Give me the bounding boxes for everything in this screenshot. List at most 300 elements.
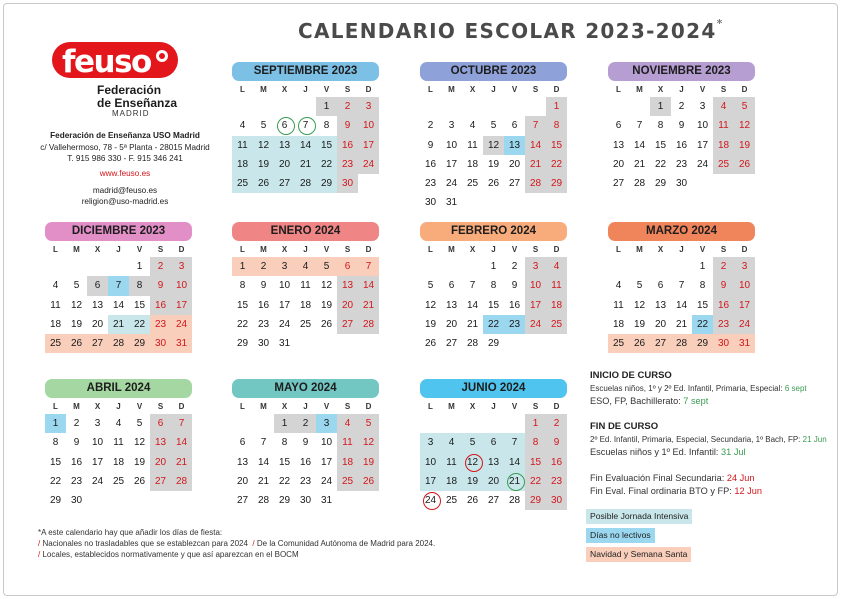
- empty-cell: [253, 97, 274, 116]
- day-cell: 20: [483, 472, 504, 491]
- empty-cell: [420, 257, 441, 276]
- day-cell: 8: [281, 437, 288, 449]
- month-title: DICIEMBRE 2023: [45, 222, 192, 241]
- weekday-label: M: [73, 402, 80, 411]
- day-cell: 20: [337, 296, 358, 315]
- day-cell: 15: [133, 299, 146, 311]
- weekday-label: X: [281, 402, 288, 411]
- day-cell: 10: [91, 437, 104, 449]
- day-cell: 29: [129, 334, 150, 353]
- day-cell: 16: [424, 158, 437, 170]
- weekday-label: L: [240, 402, 245, 411]
- day-cell: 26: [487, 178, 500, 190]
- month-5: [420, 222, 567, 353]
- weekday-label: D: [741, 245, 748, 254]
- day-cell: 17: [320, 456, 333, 468]
- day-cell: 26: [66, 334, 87, 353]
- weekday-label: V: [699, 245, 706, 254]
- day-cell: 29: [525, 491, 546, 510]
- day-cell: 12: [70, 299, 83, 311]
- day-cell: 4: [115, 418, 122, 429]
- legend-jornada-intensiva: Posible Jornada Intensiva: [586, 509, 692, 524]
- day-cell: 1: [316, 97, 337, 116]
- day-cell: 17: [278, 299, 291, 311]
- day-cell: 9: [511, 280, 518, 292]
- day-cell: 10: [171, 276, 192, 295]
- day-cell: 18: [546, 296, 567, 315]
- empty-cell: [295, 97, 316, 116]
- month-title: OCTUBRE 2023: [420, 62, 567, 81]
- weekday-header: [420, 242, 567, 257]
- weekday-header: [45, 242, 192, 257]
- day-cell: 25: [337, 472, 358, 491]
- day-cell: 12: [133, 437, 146, 449]
- day-grid: [608, 97, 755, 193]
- weekday-label: M: [260, 245, 267, 254]
- day-cell: 30: [713, 334, 734, 353]
- day-cell: 31: [171, 334, 192, 353]
- day-cell: 18: [441, 472, 462, 491]
- day-cell: 1: [45, 414, 66, 433]
- org-email-religion-link[interactable]: religion@uso-madrid.es: [81, 197, 169, 206]
- day-cell: 7: [358, 257, 379, 276]
- weekday-label: L: [616, 245, 621, 254]
- weekday-label: L: [240, 85, 245, 94]
- day-cell: 3: [358, 97, 379, 116]
- day-cell: 6: [337, 257, 358, 276]
- day-cell: 20: [508, 158, 521, 170]
- weekday-label: M: [448, 245, 455, 254]
- weekday-label: M: [448, 85, 455, 94]
- day-cell: 5: [462, 433, 483, 452]
- day-cell: 25: [608, 334, 629, 353]
- day-cell: 1: [650, 97, 671, 116]
- day-cell: 18: [612, 318, 625, 330]
- day-cell: 5: [260, 120, 267, 132]
- day-grid: [45, 257, 192, 353]
- weekday-label: S: [532, 245, 539, 254]
- weekday-label: M: [260, 402, 267, 411]
- day-cell: 10: [445, 139, 458, 151]
- day-cell: 20: [236, 475, 249, 487]
- day-cell: 22: [525, 472, 546, 491]
- day-cell: 29: [546, 174, 567, 193]
- weekday-label: X: [94, 245, 101, 254]
- day-cell: 29: [236, 338, 249, 350]
- day-cell: 14: [257, 456, 270, 468]
- weekday-label: M: [260, 85, 267, 94]
- empty-cell: [462, 257, 483, 276]
- footnote-line1: / Nacionales no trasladables que se establezcan para 2024 / De la Comunidad Autónoma de Madrid para 2024.: [38, 539, 436, 548]
- weekday-label: D: [553, 85, 560, 94]
- month-title: MARZO 2024: [608, 222, 755, 241]
- day-cell: 28: [671, 334, 692, 353]
- weekday-label: X: [657, 85, 664, 94]
- weekday-label: M: [636, 85, 643, 94]
- day-cell: 3: [525, 257, 546, 276]
- day-cell: 30: [299, 495, 312, 507]
- day-cell: 15: [236, 299, 249, 311]
- day-cell: 4: [546, 257, 567, 276]
- day-cell: 19: [358, 453, 379, 472]
- legend-navidad-semana-santa: Navidad y Semana Santa: [586, 547, 691, 562]
- day-cell: 16: [546, 453, 567, 472]
- weekday-header: [420, 399, 567, 414]
- empty-cell: [608, 257, 629, 276]
- day-cell: 18: [232, 155, 253, 174]
- day-cell: 8: [323, 120, 330, 132]
- day-cell: 15: [525, 453, 546, 472]
- weekday-label: V: [323, 402, 330, 411]
- day-cell: 17: [91, 456, 104, 468]
- empty-cell: [441, 97, 462, 116]
- weekday-label: J: [679, 85, 684, 94]
- fin-curso-line1: 2º Ed. Infantil, Primaria, Especial, Secundaria, 1º Bach, FP: 21 Jun: [590, 435, 827, 444]
- weekday-label: L: [428, 402, 433, 411]
- day-cell: 30: [546, 491, 567, 510]
- day-grid: [232, 97, 379, 193]
- day-cell: 28: [466, 338, 479, 350]
- day-cell: 25: [713, 155, 734, 174]
- day-cell: 11: [113, 437, 124, 449]
- day-cell: 3: [274, 257, 295, 276]
- day-cell: 11: [467, 139, 478, 151]
- day-cell: 6: [657, 280, 664, 292]
- day-cell: 3: [316, 414, 337, 433]
- day-cell: 15: [316, 136, 337, 155]
- day-cell: 18: [112, 456, 125, 468]
- day-cell: 27: [445, 338, 458, 350]
- day-cell: 8: [129, 276, 150, 295]
- org-name-line3: MADRID: [112, 109, 150, 118]
- day-cell: 7: [171, 414, 192, 433]
- day-cell: 23: [150, 315, 171, 334]
- day-cell: 16: [713, 296, 734, 315]
- empty-cell: [462, 97, 483, 116]
- day-cell: 31: [445, 197, 458, 209]
- day-cell: 28: [633, 178, 646, 190]
- day-cell: 21: [295, 155, 316, 174]
- day-cell: 6: [150, 414, 171, 433]
- weekday-label: D: [178, 245, 185, 254]
- day-cell: 22: [129, 315, 150, 334]
- day-cell: 4: [713, 97, 734, 116]
- empty-cell: [420, 414, 441, 433]
- month-title: JUNIO 2024: [420, 379, 567, 398]
- empty-cell: [504, 97, 525, 116]
- weekday-label: D: [365, 245, 372, 254]
- month-3: [45, 222, 192, 353]
- day-cell: 27: [650, 334, 671, 353]
- day-cell: 24: [696, 158, 709, 170]
- day-cell: 26: [734, 155, 755, 174]
- day-cell: 1: [546, 97, 567, 116]
- day-cell: 9: [678, 120, 685, 132]
- day-cell: 13: [337, 276, 358, 295]
- day-cell: 2: [546, 414, 567, 433]
- day-cell: 24: [734, 315, 755, 334]
- day-cell: 16: [299, 456, 312, 468]
- day-cell: 28: [171, 472, 192, 491]
- day-cell: 19: [487, 158, 500, 170]
- day-cell: 8: [490, 280, 497, 292]
- page-title: CALENDARIO ESCOLAR 2023-2024*: [298, 17, 724, 43]
- day-cell: 9: [427, 139, 434, 151]
- weekday-label: D: [365, 85, 372, 94]
- day-cell: 21: [633, 158, 646, 170]
- day-cell: 30: [70, 495, 83, 507]
- day-cell: 16: [257, 299, 270, 311]
- day-cell: 12: [253, 136, 274, 155]
- day-cell: 28: [257, 495, 270, 507]
- month-2: [608, 62, 755, 193]
- day-cell: 19: [133, 456, 146, 468]
- day-cell: 4: [441, 433, 462, 452]
- day-cell: 8: [657, 120, 664, 132]
- day-cell: 13: [236, 456, 249, 468]
- weekday-label: V: [511, 85, 518, 94]
- weekday-label: D: [178, 402, 185, 411]
- weekday-header: [608, 242, 755, 257]
- day-cell: 25: [299, 318, 312, 330]
- day-cell: 29: [278, 495, 291, 507]
- weekday-label: J: [303, 85, 308, 94]
- day-cell: 24: [91, 475, 104, 487]
- weekday-label: J: [303, 245, 308, 254]
- day-cell: 12: [462, 453, 483, 472]
- day-cell: 25: [445, 495, 458, 507]
- weekday-label: L: [240, 245, 245, 254]
- day-cell: 10: [278, 280, 291, 292]
- month-title: SEPTIEMBRE 2023: [232, 62, 379, 81]
- empty-cell: [483, 97, 504, 116]
- empty-cell: [608, 97, 629, 116]
- day-cell: 20: [654, 318, 667, 330]
- day-cell: 20: [150, 453, 171, 472]
- day-cell: 7: [295, 116, 316, 135]
- day-cell: 19: [424, 318, 437, 330]
- day-cell: 13: [612, 139, 625, 151]
- day-cell: 21: [466, 318, 479, 330]
- day-cell: 9: [546, 433, 567, 452]
- day-cell: 26: [424, 338, 437, 350]
- day-cell: 29: [654, 178, 667, 190]
- month-title: NOVIEMBRE 2023: [608, 62, 755, 81]
- empty-cell: [441, 414, 462, 433]
- weekday-label: X: [281, 85, 288, 94]
- weekday-label: M: [448, 402, 455, 411]
- weekday-label: S: [720, 85, 727, 94]
- day-cell: 2: [678, 101, 685, 112]
- day-cell: 2: [511, 261, 518, 272]
- day-cell: 26: [320, 318, 333, 330]
- weekday-header: [232, 242, 379, 257]
- day-cell: 24: [171, 315, 192, 334]
- day-cell: 3: [420, 433, 441, 452]
- weekday-label: L: [428, 245, 433, 254]
- day-cell: 27: [337, 315, 358, 334]
- day-cell: 25: [466, 178, 479, 190]
- weekday-label: X: [469, 245, 476, 254]
- day-cell: 31: [320, 495, 333, 507]
- day-cell: 23: [675, 158, 688, 170]
- day-cell: 1: [136, 261, 143, 272]
- empty-cell: [671, 257, 692, 276]
- day-cell: 11: [546, 276, 567, 295]
- day-cell: 12: [483, 136, 504, 155]
- day-cell: 14: [675, 299, 688, 311]
- day-cell: 30: [257, 338, 270, 350]
- day-cell: 8: [699, 280, 706, 292]
- legend-dias-no-lectivos: Días no lectivos: [586, 528, 655, 543]
- weekday-label: J: [116, 402, 121, 411]
- day-cell: 12: [633, 299, 646, 311]
- day-cell: 16: [70, 456, 83, 468]
- weekday-label: D: [553, 402, 560, 411]
- day-cell: 21: [358, 296, 379, 315]
- day-cell: 2: [427, 120, 434, 132]
- weekday-label: V: [699, 85, 706, 94]
- weekday-label: L: [428, 85, 433, 94]
- month-0: [232, 62, 379, 193]
- day-cell: 24: [278, 318, 291, 330]
- weekday-header: [608, 82, 755, 97]
- day-cell: 15: [278, 456, 291, 468]
- day-cell: 27: [236, 495, 249, 507]
- day-cell: 10: [358, 116, 379, 135]
- day-grid: [420, 257, 567, 353]
- day-cell: 30: [675, 178, 688, 190]
- day-cell: 14: [525, 136, 546, 155]
- day-cell: 24: [358, 155, 379, 174]
- day-cell: 17: [696, 139, 709, 151]
- day-cell: 25: [45, 334, 66, 353]
- weekday-label: J: [491, 245, 496, 254]
- day-cell: 24: [525, 315, 546, 334]
- day-cell: 27: [508, 178, 521, 190]
- org-address: c/ Vallehermoso, 78 - 5ª Planta - 28015 Madrid: [40, 143, 210, 152]
- month-4: [232, 222, 379, 353]
- day-cell: 13: [654, 299, 667, 311]
- month-title: FEBRERO 2024: [420, 222, 567, 241]
- day-cell: 1: [274, 414, 295, 433]
- day-cell: 19: [462, 472, 483, 491]
- month-9: [420, 379, 567, 510]
- month-8: [232, 379, 379, 510]
- day-cell: 28: [508, 495, 521, 507]
- weekday-label: J: [491, 402, 496, 411]
- fin-curso-title: FIN DE CURSO: [590, 421, 659, 432]
- org-email-link[interactable]: madrid@feuso.es: [92, 186, 158, 195]
- fin-evaluacion-bto-fp: Fin Eval. Final ordinaria BTO y FP: 12 Jun: [590, 486, 762, 496]
- day-cell: 25: [112, 475, 125, 487]
- day-cell: 8: [239, 280, 246, 292]
- day-cell: 17: [445, 158, 458, 170]
- day-cell: 22: [692, 315, 713, 334]
- weekday-label: S: [720, 245, 727, 254]
- day-cell: 7: [636, 120, 643, 132]
- weekday-label: S: [344, 85, 351, 94]
- org-name-line2: de Enseñanza: [97, 96, 178, 110]
- day-cell: 20: [274, 155, 295, 174]
- day-cell: 22: [278, 475, 291, 487]
- day-cell: 12: [424, 299, 437, 311]
- day-cell: 13: [445, 299, 458, 311]
- month-title: ENERO 2024: [232, 222, 379, 241]
- day-cell: 6: [511, 120, 518, 132]
- day-cell: 5: [490, 120, 497, 132]
- weekday-label: J: [491, 85, 496, 94]
- empty-cell: [274, 97, 295, 116]
- day-cell: 5: [427, 280, 434, 292]
- day-cell: 26: [629, 334, 650, 353]
- day-cell: 15: [487, 299, 500, 311]
- day-cell: 11: [300, 280, 311, 292]
- day-cell: 28: [108, 334, 129, 353]
- weekday-label: S: [344, 402, 351, 411]
- org-web-link[interactable]: www.feuso.es: [99, 169, 151, 178]
- empty-cell: [462, 414, 483, 433]
- day-cell: 21: [504, 472, 525, 491]
- feuso-logo: [50, 36, 180, 84]
- day-cell: 18: [713, 136, 734, 155]
- day-cell: 7: [469, 280, 476, 292]
- empty-cell: [483, 414, 504, 433]
- day-cell: 27: [87, 334, 108, 353]
- day-cell: 9: [150, 276, 171, 295]
- day-cell: 12: [734, 116, 755, 135]
- day-cell: 10: [420, 453, 441, 472]
- day-grid: [420, 97, 567, 213]
- weekday-label: M: [73, 245, 80, 254]
- day-cell: 23: [70, 475, 83, 487]
- day-grid: [608, 257, 755, 353]
- day-cell: 8: [52, 437, 59, 449]
- org-full-name: Federación de Enseñanza USO Madrid: [50, 131, 200, 140]
- org-name-line1: Federación: [97, 83, 162, 97]
- weekday-label: V: [136, 402, 143, 411]
- day-cell: 16: [337, 136, 358, 155]
- day-cell: 19: [320, 299, 333, 311]
- day-cell: 11: [613, 299, 624, 311]
- day-cell: 9: [260, 280, 267, 292]
- day-cell: 10: [320, 437, 333, 449]
- day-grid: [420, 414, 567, 510]
- day-cell: 13: [150, 433, 171, 452]
- weekday-label: J: [116, 245, 121, 254]
- day-cell: 20: [91, 318, 104, 330]
- day-cell: 23: [424, 178, 437, 190]
- day-cell: 18: [466, 158, 479, 170]
- day-cell: 29: [487, 338, 500, 350]
- empty-cell: [45, 257, 66, 276]
- day-cell: 6: [615, 120, 622, 132]
- weekday-label: L: [616, 85, 621, 94]
- day-cell: 2: [713, 257, 734, 276]
- weekday-label: D: [741, 85, 748, 94]
- day-cell: 9: [713, 276, 734, 295]
- day-cell: 5: [636, 280, 643, 292]
- day-cell: 20: [445, 318, 458, 330]
- day-cell: 13: [504, 136, 525, 155]
- day-cell: 30: [150, 334, 171, 353]
- weekday-label: V: [511, 402, 518, 411]
- weekday-label: S: [157, 245, 164, 254]
- weekday-label: S: [344, 245, 351, 254]
- day-cell: 7: [260, 437, 267, 449]
- day-cell: 26: [358, 472, 379, 491]
- weekday-label: X: [469, 402, 476, 411]
